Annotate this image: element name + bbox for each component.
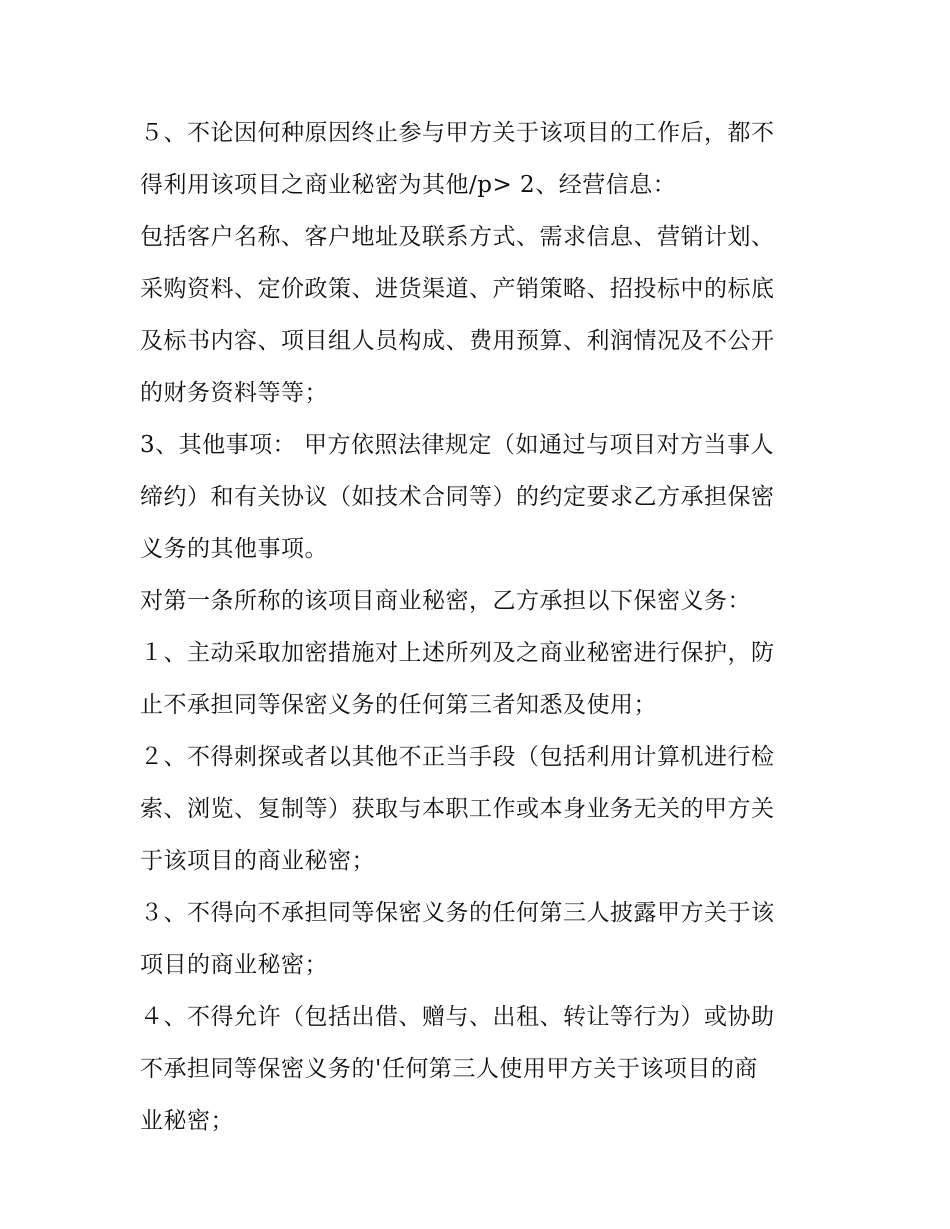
text-line: 及标书内容、项目组人员构成、费用预算、利润情况及不公开 [140,328,775,354]
text-line: 义务的其他事项。 [140,536,328,562]
text-line: ５、不论因何种原因终止参与甲方关于该项目的工作后，都不 [140,120,775,146]
text-line: 采购资料、定价政策、进货渠道、产销策略、招投标中的标底 [140,276,775,302]
text-line: ３、不得向不承担同等保密义务的任何第三人披露甲方关于该 [140,900,775,926]
text-line: ２、不得刺探或者以其他不正当手段（包括利用计算机进行检 [140,744,775,770]
text-line: 的财务资料等等； [140,380,328,406]
text-line: 对第一条所称的该项目商业秘密，乙方承担以下保密义务： [140,588,751,614]
text-line: 止不承担同等保密义务的任何第三者知悉及使用； [140,692,657,718]
text-line: 不承担同等保密义务的'任何第三人使用甲方关于该项目的商 [140,1056,758,1082]
text-line: 缔约）和有关协议（如技术合同等）的约定要求乙方承担保密 [140,484,775,510]
text-line: 于该项目的商业秘密； [140,848,375,874]
text-line: 索、浏览、复制等）获取与本职工作或本身业务无关的甲方关 [140,796,775,822]
document-body [140,107,830,1147]
text-line: １、主动采取加密措施对上述所列及之商业秘密进行保护，防 [140,640,775,666]
text-line: 包括客户名称、客户地址及联系方式、需求信息、营销计划、 [140,224,775,250]
text-line: 3、其他事项： 甲方依照法律规定（如通过与项目对方当事人 [140,432,774,458]
text-line: 得利用该项目之商业秘密为其他/p> 2、经营信息： [140,172,677,198]
text-line: 业秘密； [140,1108,234,1134]
text-line: ４、不得允许（包括出借、赠与、出租、转让等行为）或协助 [140,1004,775,1030]
text-line: 项目的商业秘密； [140,952,328,978]
